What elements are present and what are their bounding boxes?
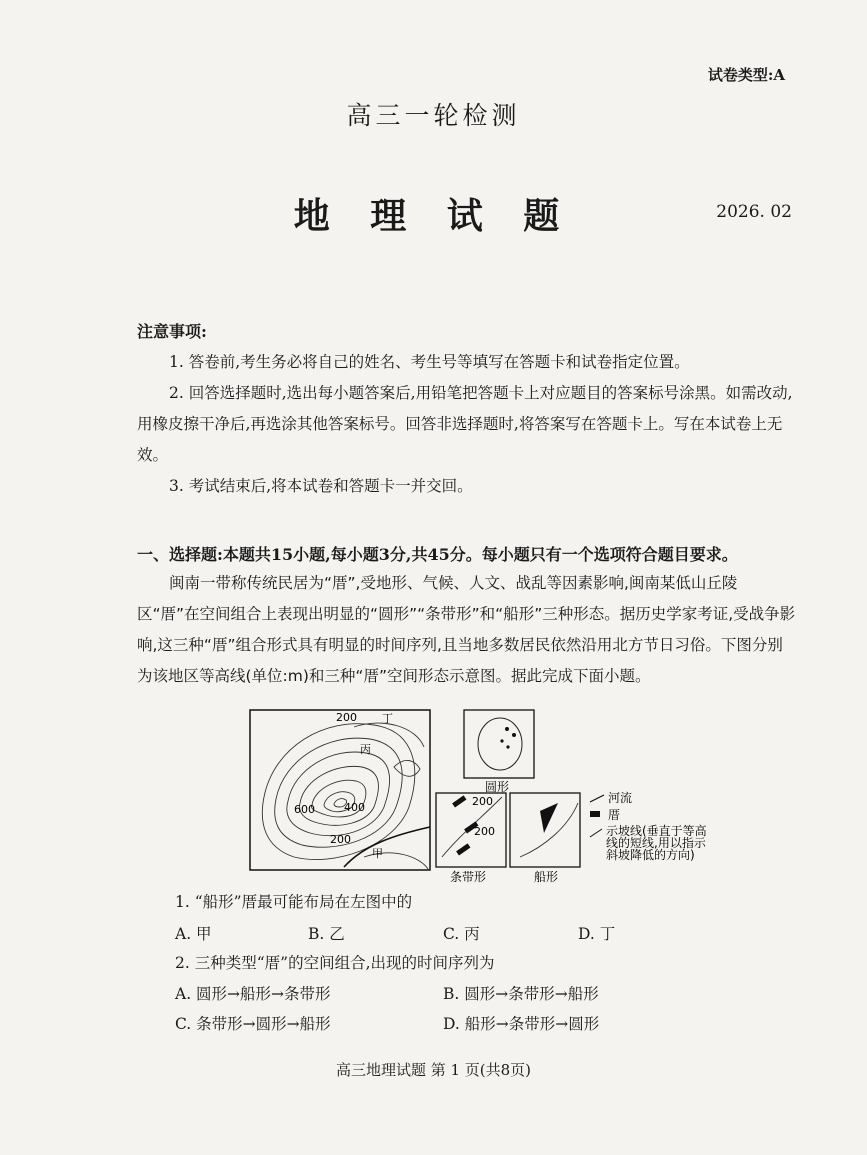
- question-2-option-d: D. 船形→条带形→圆形: [443, 1015, 600, 1033]
- river-legend-icon: [590, 795, 604, 802]
- boat-panel: [510, 793, 580, 884]
- question-2-option-b: B. 圆形→条带形→船形: [443, 985, 599, 1003]
- section-heading: 一、选择题:本题共15小题,每小题3分,共45分。每小题只有一个选项符合题目要求。: [137, 545, 738, 564]
- legend-river: 河流: [608, 791, 633, 805]
- circle-panel: [464, 710, 534, 794]
- question-2-stem: 2. 三种类型“厝”的空间组合,出现的时间序列为: [175, 954, 495, 972]
- legend-slope-line-2: 线的短线,用以指示: [606, 836, 706, 850]
- question-1-option-d: D. 丁: [578, 925, 616, 943]
- slope-line-legend-icon: [590, 829, 602, 837]
- notice-heading: 注意事项:: [137, 322, 207, 341]
- legend-slope-line-3: 斜坡降低的方向): [606, 848, 695, 862]
- circle-panel-label: 圆形: [485, 780, 510, 794]
- question-1-option-b: B. 乙: [308, 925, 345, 943]
- house-legend-icon: [590, 811, 600, 817]
- question-2-option-c: C. 条带形→圆形→船形: [175, 1015, 331, 1033]
- page-footer: 高三地理试题 第 1 页(共8页): [335, 1061, 532, 1079]
- question-1-option-a: A. 甲: [175, 925, 212, 943]
- point-jia: 甲: [372, 847, 383, 860]
- strip-panel: [436, 793, 506, 884]
- subject-title: 地 理 试 题: [293, 195, 574, 237]
- contour-label-400: 400: [344, 801, 365, 814]
- contour-label-200-top: 200: [336, 711, 357, 724]
- notice-item-2: 2. 回答选择题时,选出每小题答案后,用铅笔把答题卡上对应题目的答案标号涂黑。如需改动,用橡皮擦干净后,再选涂其他答案标号。回答非选择题时,将答案写在答题卡上。写在本试卷上无效。: [137, 384, 793, 464]
- question-2-option-a: A. 圆形→船形→条带形: [175, 985, 331, 1003]
- notice-item-3: 3. 考试结束后,将本试卷和答题卡一并交回。: [169, 477, 473, 495]
- strip-contour-label-1: 200: [472, 795, 493, 808]
- question-1-stem: 1. “船形”厝最可能布局在左图中的: [175, 893, 413, 911]
- exam-date: 2026. 02: [716, 202, 792, 222]
- notice-item-1: 1. 答卷前,考生务必将自己的姓名、考生号等填写在答题卡和试卷指定位置。: [169, 353, 690, 371]
- legend-slope-line: 示坡线(垂直于等高: [606, 824, 707, 838]
- point-ding: 丁: [382, 712, 393, 725]
- boat-panel-label: 船形: [534, 870, 559, 884]
- exam-series-title: 高三一轮检测: [346, 101, 521, 130]
- paper-type: 试卷类型:A: [707, 66, 785, 84]
- question-1-option-c: C. 丙: [443, 925, 480, 943]
- strip-panel-label: 条带形: [450, 870, 487, 884]
- point-bing: 丙: [360, 743, 371, 756]
- contour-label-600: 600: [294, 803, 315, 816]
- strip-contour-label-2: 200: [474, 825, 495, 838]
- contour-map: [250, 710, 430, 870]
- legend: [590, 790, 707, 862]
- question-passage: 闽南一带称传统民居为“厝”,受地形、气候、人文、战乱等因素影响,闽南某低山丘陵区“厝”在空间组合上表现出明显的“圆形”“条带形”和“船形”三种形态。据历史学家考证,受战争影响,这三种“厝”组合形式具有明显的时间序列,且当地多数居民依然沿用北方节日习俗。下图分别为该地区等高线(单位:m)和三种“厝”空间形态示意图。据此完成下面小题。: [137, 574, 796, 685]
- figure: [244, 707, 744, 887]
- legend-house: 厝: [608, 808, 621, 822]
- contour-label-200-bottom: 200: [330, 833, 351, 846]
